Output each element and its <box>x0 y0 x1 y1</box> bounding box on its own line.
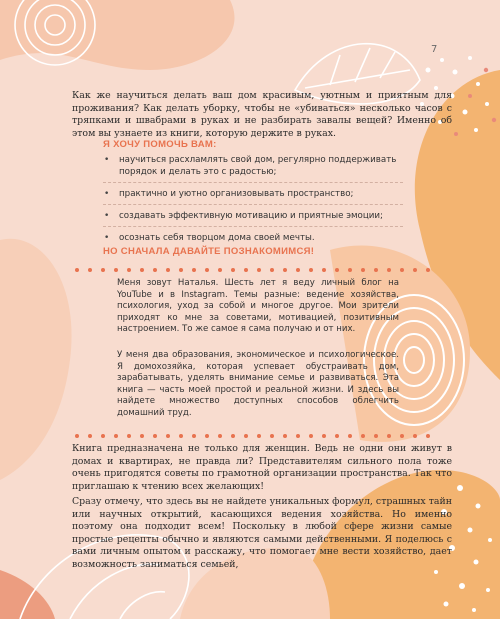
blob-left-side <box>0 239 72 480</box>
about-author-paragraph-2: У меня два образования, экономическое и психологическое. Я домохозяйка, которая успевает обустраивать дом, зарабатывать, уделять внимание семье и развиваться. Эта книга — часть моей простой и реальной жизни. И здесь вы найдете множество доступных способов облегчить домашний труд. <box>117 350 399 418</box>
dashed-divider <box>103 204 403 205</box>
list-item <box>103 155 403 179</box>
bullet-marker: • <box>104 189 110 199</box>
list-item-text: осознать себя творцом дома своей мечты. <box>119 233 315 243</box>
bullet-marker: • <box>104 233 110 243</box>
list-item <box>103 211 403 223</box>
bullet-marker: • <box>104 155 110 165</box>
intro-paragraph: Как же научиться делать ваш дом красивым, уютным и приятным для проживания? Как делать уборку, чтобы не «убиваться» несколько часов с тряпками и швабрами в руках и не разбирать завалы вещей? Именно об этом вы узнаете из книги, которую держите в руках. <box>72 90 452 139</box>
dotted-divider-top <box>75 268 430 272</box>
bullet-marker: • <box>104 211 110 221</box>
list-item-text: создавать эффективную мотивацию и приятные эмоции; <box>119 211 383 221</box>
audience-paragraph: Книга предназначена не только для женщин. Ведь не одни они живут в домах и квартирах, не правда ли? Представителям сильного пола тоже очень пригодятся советы по грамотной организации пространства. Так что приглашаю к чтению всех желающих! <box>72 443 452 492</box>
list-item-text: практично и уютно организовывать пространство; <box>119 189 354 199</box>
approach-paragraph: Сразу отмечу, что здесь вы не найдете уникальных формул, страшных тайн или научных открытий, касающихся ведения хозяйства. Но именно поэтому она подходит всем! Поскольку в любой сфере жизни самые простые рецепты обычно и являются самыми действенными. Я поделюсь с вами личным опытом и расскажу, что помогает мне вести хозяйство, дает возможность заниматься семьей, <box>72 496 452 570</box>
help-heading: Я ХОЧУ ПОМОЧЬ ВАМ: <box>103 139 217 150</box>
dashed-divider <box>103 182 403 183</box>
list-item <box>103 189 403 201</box>
list-item <box>103 233 403 245</box>
about-author-paragraph-1: Меня зовут Наталья. Шесть лет я веду личный блог на YouTube и в Instagram. Темы разные: ведение хозяйства, психология, уход за собой и многое другое. Мои зрители приходят ко мне за советами, мотивацией, позитивным настроением. То же самое я сама получаю и от них. <box>117 278 399 335</box>
meet-heading: НО СНАЧАЛА ДАВАЙТЕ ПОЗНАКОМИМСЯ! <box>103 246 315 257</box>
dashed-divider <box>103 226 403 227</box>
help-bullet-list <box>103 155 403 245</box>
page-number: 7 <box>431 44 438 55</box>
blob-bottom-left <box>0 570 55 619</box>
dotted-divider-bottom <box>75 434 430 438</box>
list-item-text: научиться расхламлять свой дом, регулярно поддерживать порядок и делать это с радостью; <box>119 155 397 177</box>
